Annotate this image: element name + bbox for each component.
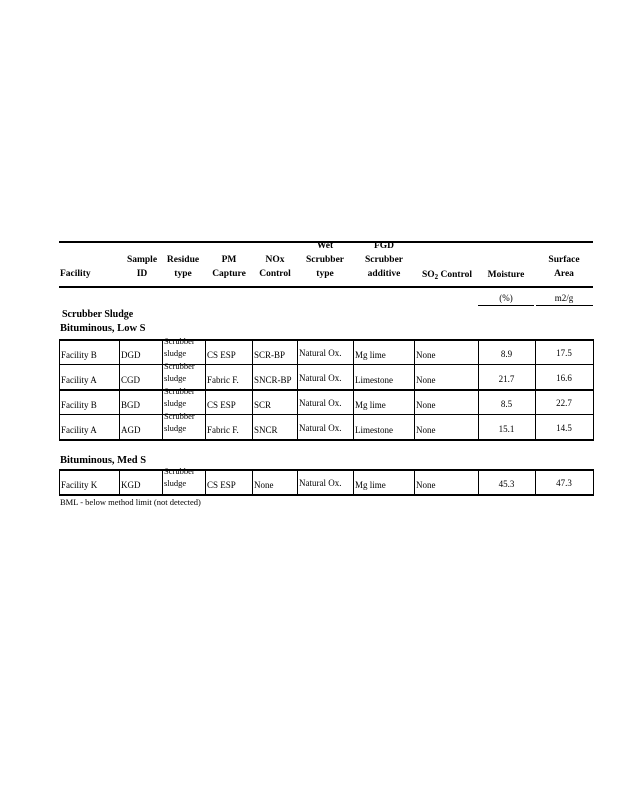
table-cell: Limestone	[355, 375, 393, 385]
col-rule	[162, 469, 163, 494]
table-cell: 45.3	[498, 479, 515, 489]
col-rule	[593, 339, 594, 439]
table-cell: KGD	[121, 480, 141, 490]
table-cell: Facility A	[61, 375, 97, 385]
group-label-med-s: Bituminous, Med S	[60, 455, 147, 466]
table-cell: CS ESP	[207, 480, 236, 490]
header-surface-area: Surface Area	[548, 255, 580, 279]
table-cell: Facility K	[61, 480, 98, 490]
row-rule	[59, 439, 594, 441]
row-rule	[59, 339, 594, 341]
table-cell: 47.3	[556, 478, 572, 488]
col-rule	[353, 339, 354, 439]
col-rule	[414, 339, 415, 439]
table-cell: None	[416, 400, 436, 410]
table-cell-residue: Scrubber sludge	[164, 336, 195, 358]
header-wet-scrubber-type: Wet Scrubber type	[306, 241, 344, 279]
table-cell: None	[416, 480, 436, 490]
table-cell: 15.1	[498, 424, 515, 434]
table-cell: None	[416, 375, 436, 385]
table-cell: 17.5	[556, 348, 572, 358]
table-cell: Natural Ox.	[299, 348, 342, 358]
header-nox-control: NOx Control	[259, 255, 291, 279]
col-rule	[478, 339, 479, 439]
col-rule	[353, 469, 354, 494]
section-title: Scrubber Sludge	[62, 309, 134, 320]
col-rule	[297, 469, 298, 494]
footnote: BML - below method limit (not detected)	[60, 497, 201, 507]
table-cell: 16.6	[556, 373, 572, 383]
table-cell: CS ESP	[207, 350, 236, 360]
table-cell: Limestone	[355, 425, 393, 435]
table-cell: CS ESP	[207, 400, 236, 410]
col-rule	[119, 339, 120, 439]
table-cell: SCR-BP	[254, 350, 286, 360]
table-cell: Mg lime	[355, 480, 386, 490]
unit-surface-area: m2/g	[554, 293, 574, 303]
header-facility: Facility	[60, 269, 91, 279]
col-rule	[59, 339, 60, 439]
col-rule	[593, 469, 594, 494]
col-rule	[59, 469, 60, 494]
col-rule	[252, 469, 253, 494]
table-cell: DGD	[121, 350, 141, 360]
col-rule	[119, 469, 120, 494]
table-cell-residue: Scrubber sludge	[164, 361, 195, 383]
row-rule	[59, 364, 594, 365]
unit-moisture: (%)	[499, 293, 513, 303]
header-sample-id: Sample ID	[126, 255, 158, 279]
table-cell: 8.9	[500, 349, 513, 359]
table-cell: Mg lime	[355, 350, 386, 360]
table-cell: SCR	[254, 400, 272, 410]
table-cell: Facility B	[61, 350, 97, 360]
table-cell: SNCR-BP	[254, 375, 292, 385]
header-so2-control: $SO_2$ Control	[421, 270, 473, 281]
table-cell: 21.7	[498, 374, 515, 384]
header-pm-capture: PM Capture	[212, 255, 246, 279]
row-rule	[59, 414, 594, 415]
table-cell: Natural Ox.	[299, 398, 342, 408]
units-rule-moisture	[478, 305, 534, 306]
table-cell-residue: Scrubber sludge	[164, 411, 195, 433]
row-rule	[59, 494, 594, 496]
table-cell: BGD	[121, 400, 141, 410]
table-cell: SNCR	[254, 425, 278, 435]
table-cell: Fabric F.	[207, 375, 239, 385]
table-cell: 14.5	[556, 423, 572, 433]
table-cell: Facility A	[61, 425, 97, 435]
col-rule	[205, 469, 206, 494]
table-cell: 8.5	[500, 399, 513, 409]
table-cell: CGD	[121, 375, 141, 385]
table-cell: Mg lime	[355, 400, 386, 410]
table-cell: None	[416, 425, 436, 435]
row-rule	[59, 389, 594, 391]
table-cell: Fabric F.	[207, 425, 239, 435]
col-rule	[205, 339, 206, 439]
table-cell: None	[416, 350, 436, 360]
header-residue-type: Residue type	[166, 255, 200, 279]
col-rule	[478, 469, 479, 494]
header-fgd-scrubber-additive: FGD Scrubber additive	[365, 241, 403, 279]
header-moisture: Moisture	[487, 270, 525, 280]
table-cell: AGD	[121, 425, 141, 435]
col-rule	[252, 339, 253, 439]
group-label-low-s: Bituminous, Low S	[60, 323, 146, 334]
table-cell: None	[254, 480, 274, 490]
col-rule	[535, 339, 536, 439]
table-cell: 22.7	[556, 398, 572, 408]
col-rule	[297, 339, 298, 439]
col-rule	[162, 339, 163, 439]
table-cell: Facility B	[61, 400, 97, 410]
table-cell: Natural Ox.	[299, 478, 342, 488]
header-bottom-rule	[59, 286, 593, 288]
row-rule	[59, 469, 594, 471]
col-rule	[414, 469, 415, 494]
units-rule-area	[536, 305, 593, 306]
table-cell-residue: Scrubber sludge	[164, 386, 195, 408]
table-cell: Natural Ox.	[299, 373, 342, 383]
table-cell-residue: Scrubber sludge	[164, 466, 195, 488]
table-cell: Natural Ox.	[299, 423, 342, 433]
col-rule	[535, 469, 536, 494]
